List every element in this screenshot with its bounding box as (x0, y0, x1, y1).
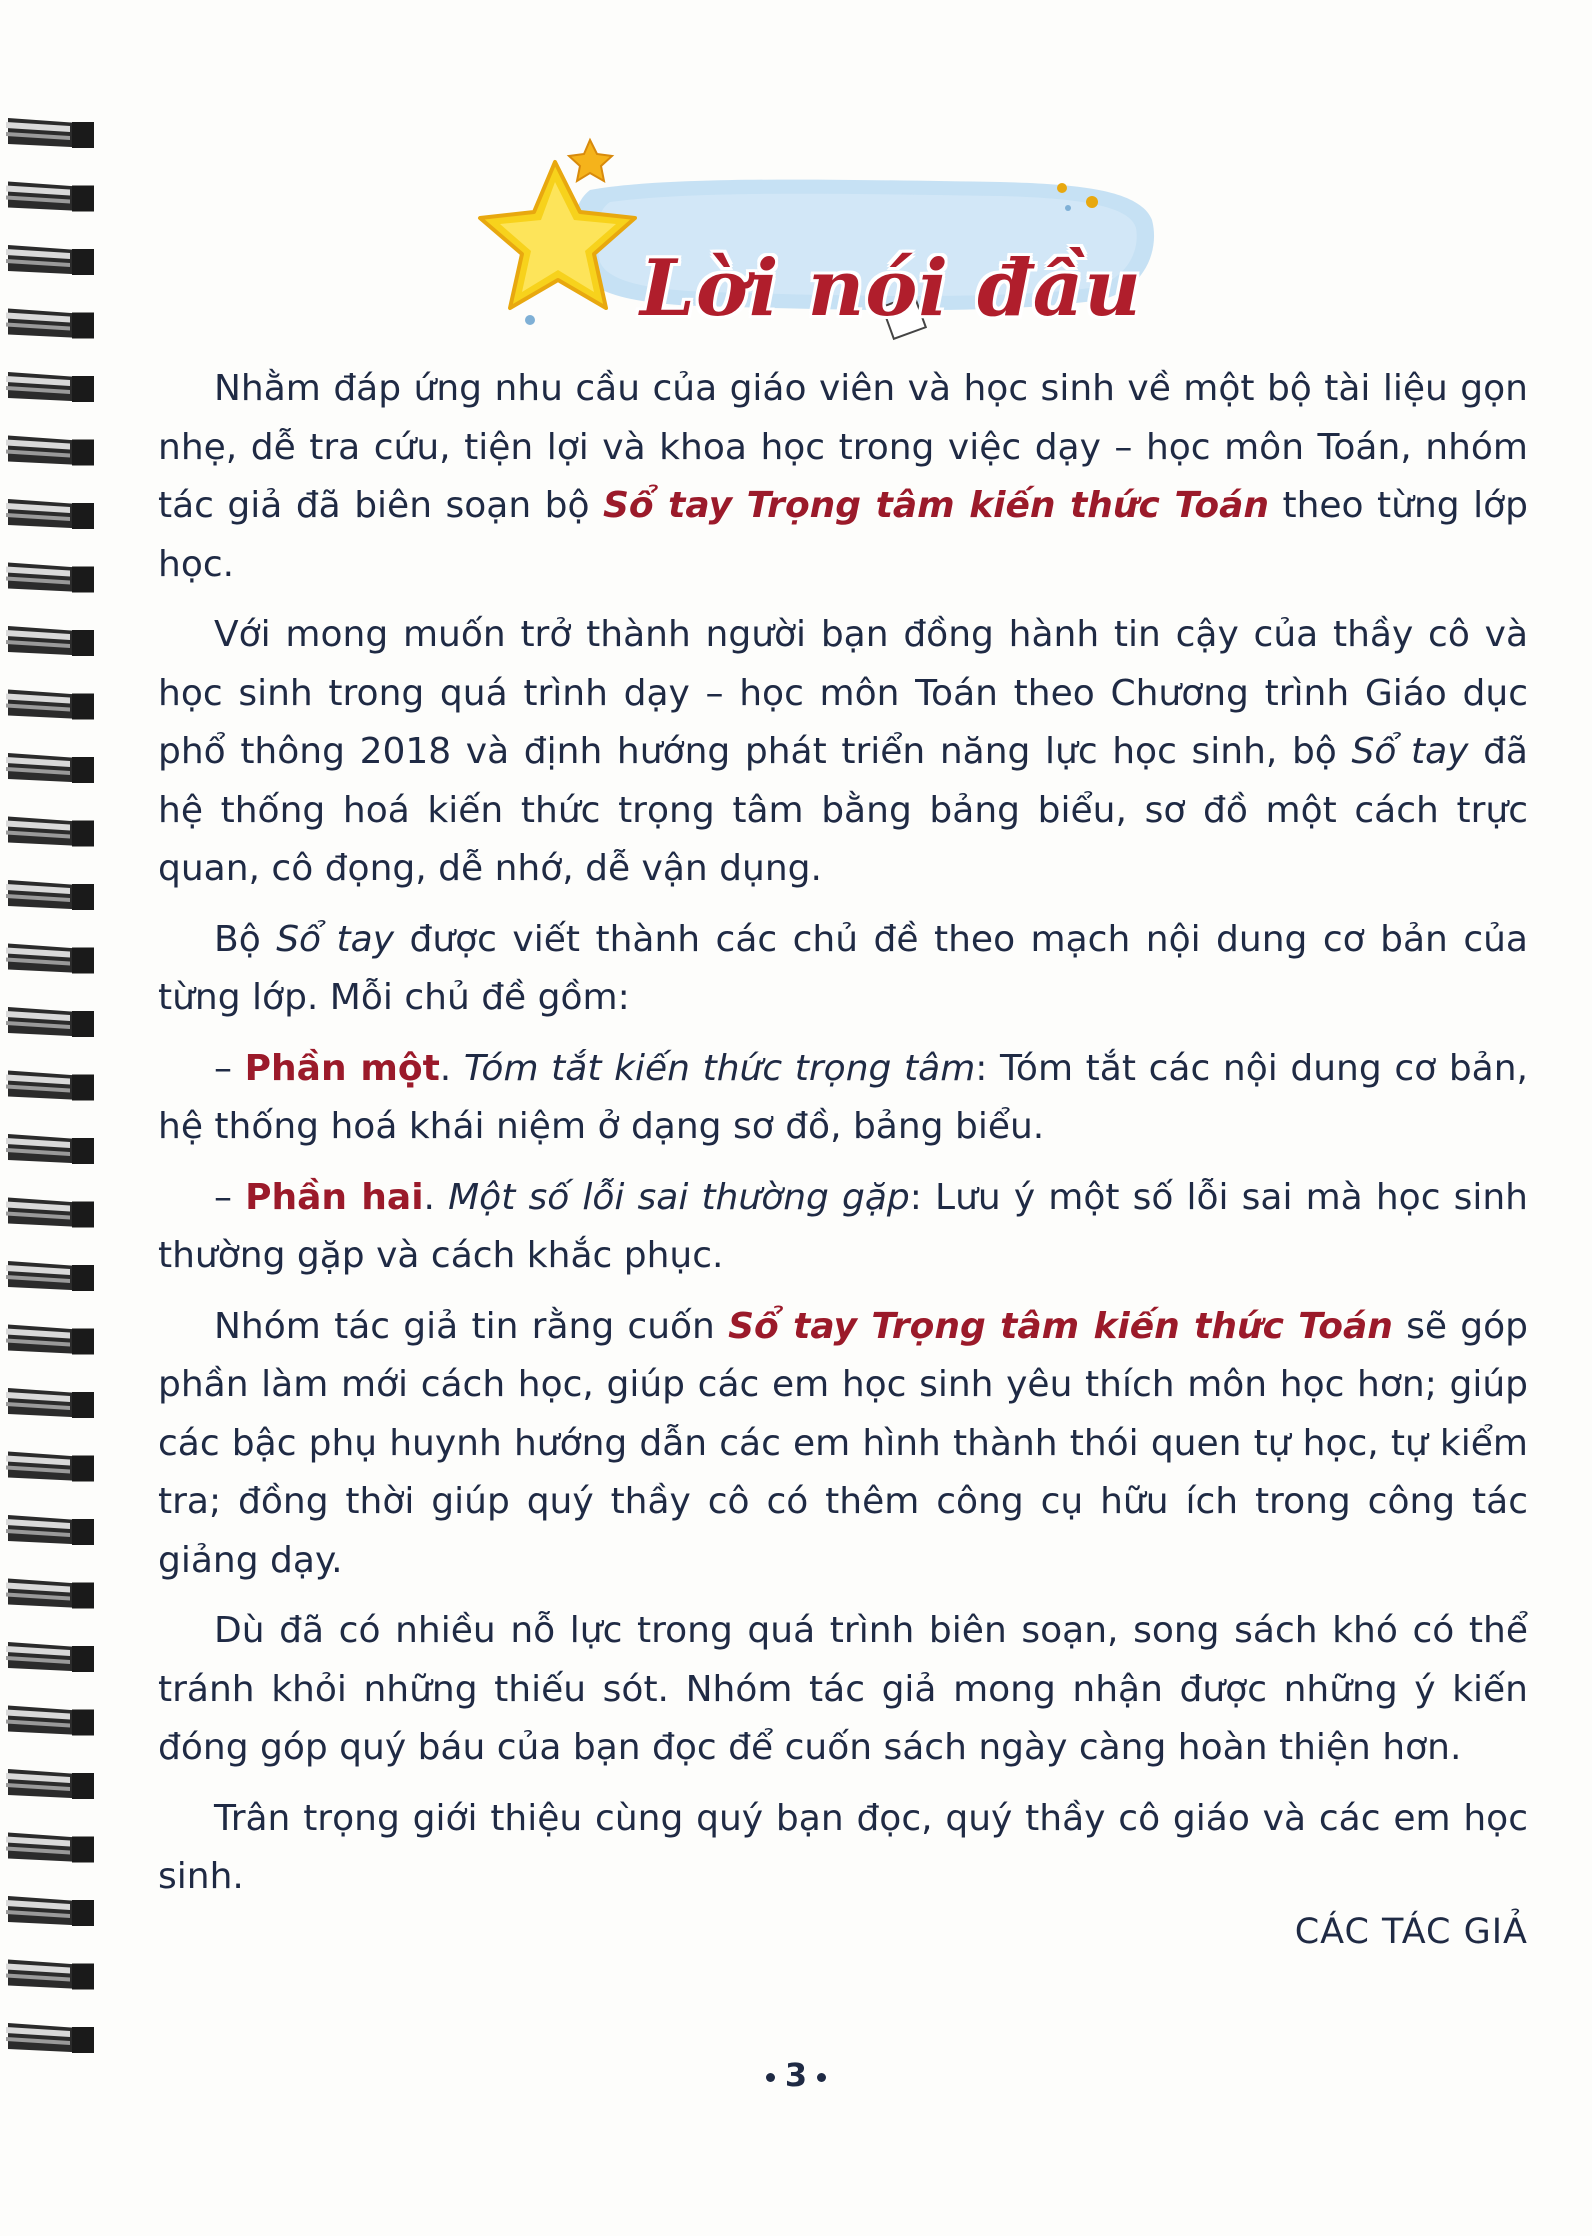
spiral-ring (6, 1261, 94, 1291)
spiral-ring (6, 817, 94, 847)
spiral-ring (6, 2023, 94, 2053)
spiral-ring (6, 1896, 94, 1926)
spiral-ring (6, 372, 94, 402)
spiral-ring (6, 753, 94, 783)
paragraph-part-one: – Phần một. Tóm tắt kiến thức trọng tâm: Tóm tắt các nội dung cơ bản, hệ thống hoá khái niệm ở dạng sơ đồ, bảng biểu. (158, 1047, 1529, 1147)
signature: CÁC TÁC GIẢ (1294, 1912, 1528, 1952)
spiral-ring (6, 1579, 94, 1609)
spiral-ring (6, 1960, 94, 1990)
spiral-ring (6, 182, 94, 212)
spiral-ring (6, 436, 94, 466)
spiral-ring (6, 1071, 94, 1101)
page-dot-right (817, 2073, 826, 2082)
part-one-label: Phần một (244, 1047, 440, 1089)
paragraph-3: Bộ Sổ tay được viết thành các chủ đề theo mạch nội dung cơ bản của từng lớp. Mỗi chủ đề gồm: (158, 918, 1528, 1018)
spiral-ring (6, 1833, 94, 1863)
spiral-ring (6, 1515, 94, 1545)
paragraph-1: Nhằm đáp ứng nhu cầu của giáo viên và học sinh về một bộ tài liệu gọn nhẹ, dễ tra cứu, tiện lợi và khoa học trong việc dạy – học môn Toán, nhóm tác giả đã biên soạn bộ Sổ tay Trọng tâm kiến thức Toán theo từng lớp học. (158, 368, 1528, 585)
spiral-ring (6, 309, 94, 339)
book-title-emphasis: Sổ tay Trọng tâm kiến thức Toán (728, 1305, 1393, 1347)
paragraph-8: Trân trọng giới thiệu cùng quý bạn đọc, quý thầy cô giáo và các em học sinh. (158, 1797, 1528, 1897)
spiral-ring (6, 499, 94, 529)
spiral-binding (0, 0, 110, 2236)
spiral-ring (6, 1452, 94, 1482)
spiral-ring (6, 880, 94, 910)
paragraph-7: Dù đã có nhiều nỗ lực trong quá trình biên soạn, song sách khó có thể tránh khỏi những thiếu sót. Nhóm tác giả mong nhận được những ý kiến đóng góp quý báu của bạn đọc để cuốn sách ngày càng hoàn thiện hơn. (158, 1610, 1528, 1768)
page-number (0, 2056, 1592, 2094)
spiral-ring (6, 1769, 94, 1799)
page-title: Lời nói đầu (640, 243, 1142, 335)
spiral-ring (6, 245, 94, 275)
paragraph-2: Với mong muốn trở thành người bạn đồng hành tin cậy của thầy cô và học sinh trong quá trình dạy – học môn Toán theo Chương trình Giáo dục phổ thông 2018 và định hướng phát triển năng lực học sinh, bộ Sổ tay đã hệ thống hoá kiến thức trọng tâm bằng bảng biểu, sơ đồ một cách trực quan, cô đọng, dễ nhớ, dễ vận dụng. (158, 614, 1528, 889)
spiral-ring (6, 118, 94, 148)
spiral-ring (6, 690, 94, 720)
book-title-emphasis: Sổ tay Trọng tâm kiến thức Toán (602, 485, 1270, 526)
spiral-ring (6, 1134, 94, 1164)
spiral-ring (6, 626, 94, 656)
spiral-ring (6, 1706, 94, 1736)
preface-body (158, 360, 1528, 1919)
spiral-ring (6, 944, 94, 974)
paragraph-6: Nhóm tác giả tin rằng cuốn Sổ tay Trọng tâm kiến thức Toán sẽ góp phần làm mới cách học, giúp các em học sinh yêu thích môn học hơn; giúp các bậc phụ huynh hướng dẫn các em hình thành thói quen tự học, tự kiểm tra; đồng thời giúp quý thầy cô có thêm công cụ hữu ích trong công tác giảng dạy. (158, 1305, 1528, 1581)
part-two-label: Phần hai (245, 1176, 424, 1218)
page-number-value: 3 (784, 2056, 808, 2094)
paragraph-part-two: – Phần hai. Một số lỗi sai thường gặp: Lưu ý một số lỗi sai mà học sinh thường gặp và cách khắc phục. (158, 1176, 1528, 1276)
spiral-ring (6, 1325, 94, 1355)
small-star-icon (569, 140, 612, 181)
spiral-ring (6, 1007, 94, 1037)
spiral-ring (6, 1388, 94, 1418)
spiral-ring (6, 1642, 94, 1672)
spiral-ring (6, 1198, 94, 1228)
page-dot-left (766, 2073, 775, 2082)
spiral-ring (6, 563, 94, 593)
